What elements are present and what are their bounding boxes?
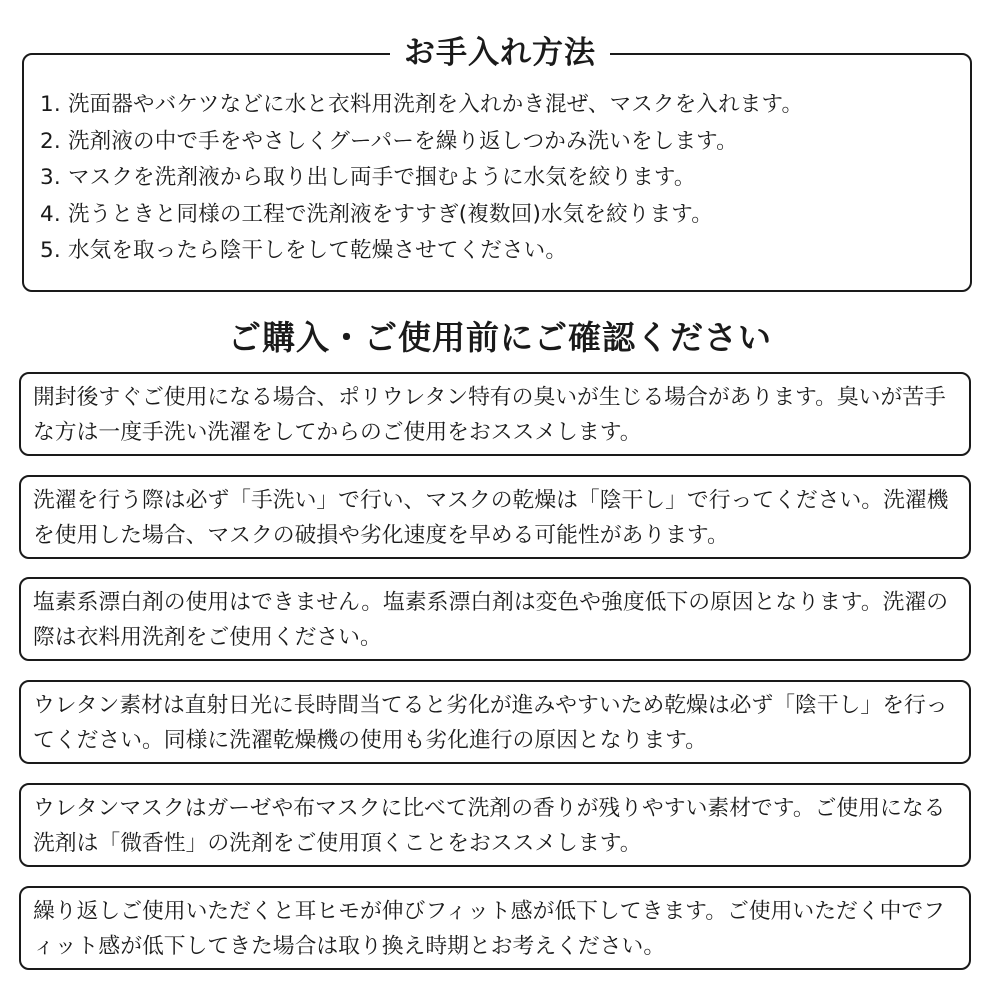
notice-box-sunlight (19, 680, 971, 764)
care-step-1: 1. 洗面器やバケツなどに水と衣料用洗剤を入れかき混ぜ、マスクを入れます。 (40, 92, 804, 117)
notice-text-ear-loop: 繰り返しご使用いただくと耳ヒモが伸びフィット感が低下してきます。ご使用いただく中でフィット感が低下してきた場合は取り換え時期とお考えください。 (33, 899, 945, 959)
care-step-5: 5. 水気を取ったら陰干しをして乾燥させてください。 (40, 238, 568, 263)
notice-box-detergent (19, 783, 971, 867)
care-step-4: 4. 洗うときと同様の工程で洗剤液をすすぎ(複数回)水気を絞ります。 (40, 201, 713, 227)
notice-box-bleach (19, 577, 971, 661)
notice-text-odor: 開封後すぐご使用になる場合、ポリウレタン特有の臭いが生じる場合があります。臭いが苦手な方は一度手洗い洗濯をしてからのご使用をおススメします。 (33, 385, 946, 445)
notice-text-sunlight: ウレタン素材は直射日光に長時間当てると劣化が進みやすいため乾燥は必ず「陰干し」を行ってください。同様に洗濯乾燥機の使用も劣化進行の原因となります。 (33, 693, 948, 753)
care-instructions-title-text: お手入れ方法 (390, 35, 610, 71)
notice-box-hand-wash (19, 475, 971, 559)
notice-box-odor (19, 372, 971, 456)
care-steps-list (40, 87, 803, 270)
notice-text-detergent: ウレタンマスクはガーゼや布マスクに比べて洗剤の香りが残りやすい素材です。ご使用になる洗剤は「微香性」の洗剤をご使用頂くことをおススメします。 (33, 796, 946, 856)
pre-use-notice-title: ご購入・ご使用前にご確認ください (228, 318, 772, 357)
care-instructions-title (0, 28, 1000, 78)
care-step-3: 3. マスクを洗剤液から取り出し両手で掴むように水気を絞ります。 (40, 165, 696, 190)
notice-text-bleach: 塩素系漂白剤の使用はできません。塩素系漂白剤は変色や強度低下の原因となります。洗濯の際は衣料用洗剤をご使用ください。 (33, 590, 949, 650)
notice-box-ear-loop (19, 886, 971, 970)
notice-text-hand-wash: 洗濯を行う際は必ず「手洗い」で行い、マスクの乾燥は「陰干し」で行ってください。洗濯機を使用した場合、マスクの破損や劣化速度を早める可能性があります。 (33, 488, 949, 548)
care-step-2: 2. 洗剤液の中で手をやさしくグーパーを繰り返しつかみ洗いをします。 (40, 128, 738, 154)
